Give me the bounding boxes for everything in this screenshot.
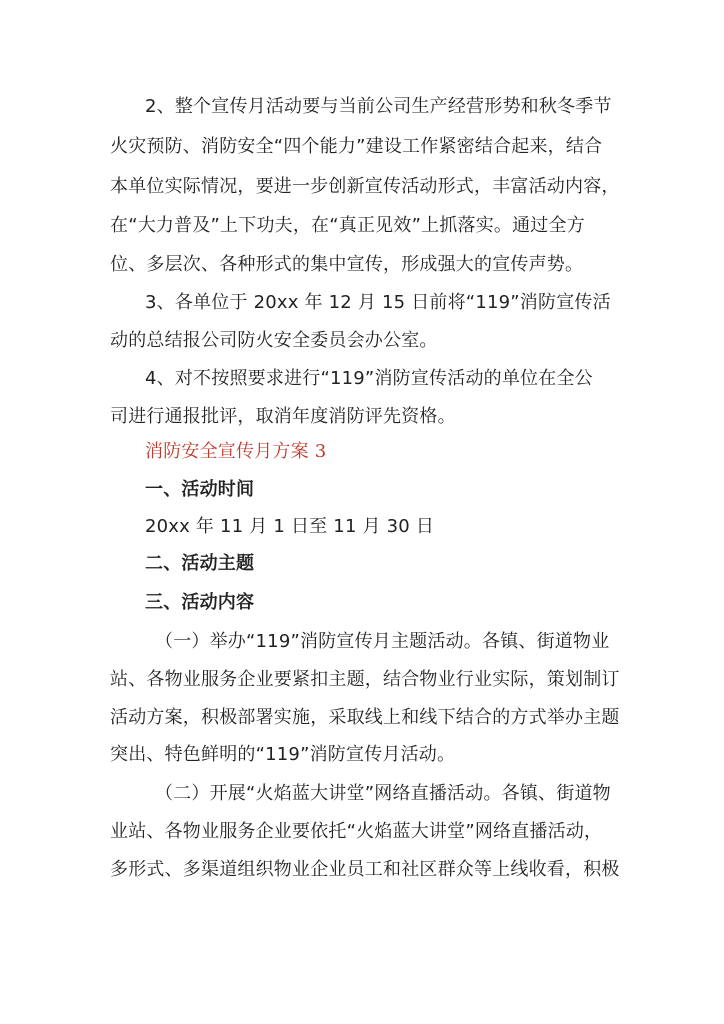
activity-time-text: 20xx 年 11 月 1 日至 11 月 30 日 — [145, 516, 435, 537]
content1-line-2: 站、各物业服务企业要紧扣主题，结合物业行业实际，策划制订 — [110, 669, 620, 690]
section-title: 消防安全宣传月方案 3 — [145, 441, 327, 462]
content2-line-3: 多形式、多渠道组织物业企业员工和社区群众等上线收看，积极 — [110, 859, 620, 880]
item2-line-3: 本单位实际情况，要进一步创新宣传活动形式，丰富活动内容， — [110, 176, 620, 197]
content1-line-4: 突出、特色鲜明的“119”消防宣传月活动。 — [110, 744, 456, 765]
heading-activity-theme: 二、活动主题 — [145, 553, 255, 574]
item2-line-1: 2、整个宣传月活动要与当前公司生产经营形势和秋冬季节 — [145, 96, 612, 117]
item2-line-4: 在“大力普及”上下功夫，在“真正见效”上抓落实。通过全方 — [110, 215, 585, 236]
content2-line-1: （二）开展“火焰蓝大讲堂”网络直播活动。各镇、街道物 — [155, 783, 611, 804]
item3-line-1: 3、各单位于 20xx 年 12 月 15 日前将“119”消防宣传活 — [145, 292, 611, 313]
content2-line-2: 业站、各物业服务企业要依托“火焰蓝大讲堂”网络直播活动， — [110, 821, 603, 842]
heading-activity-content: 三、活动内容 — [145, 592, 255, 613]
content1-line-1: （一）举办“119”消防宣传月主题活动。各镇、街道物业 — [155, 631, 610, 652]
content1-line-3: 活动方案，积极部署实施，采取线上和线下结合的方式举办主题 — [110, 707, 620, 728]
item4-line-1: 4、对不按照要求进行“119”消防宣传活动的单位在全公 — [145, 368, 593, 389]
item2-line-5: 位、多层次、各种形式的集中宣传，形成强大的宣传声势。 — [110, 254, 584, 275]
item4-line-2: 司进行通报批评，取消年度消防评先资格。 — [110, 406, 456, 427]
item2-line-2: 火灾预防、消防安全“四个能力”建设工作紧密结合起来，结合 — [110, 136, 603, 157]
item3-line-2: 动的总结报公司防火安全委员会办公室。 — [110, 330, 438, 351]
heading-activity-time: 一、活动时间 — [145, 479, 255, 500]
